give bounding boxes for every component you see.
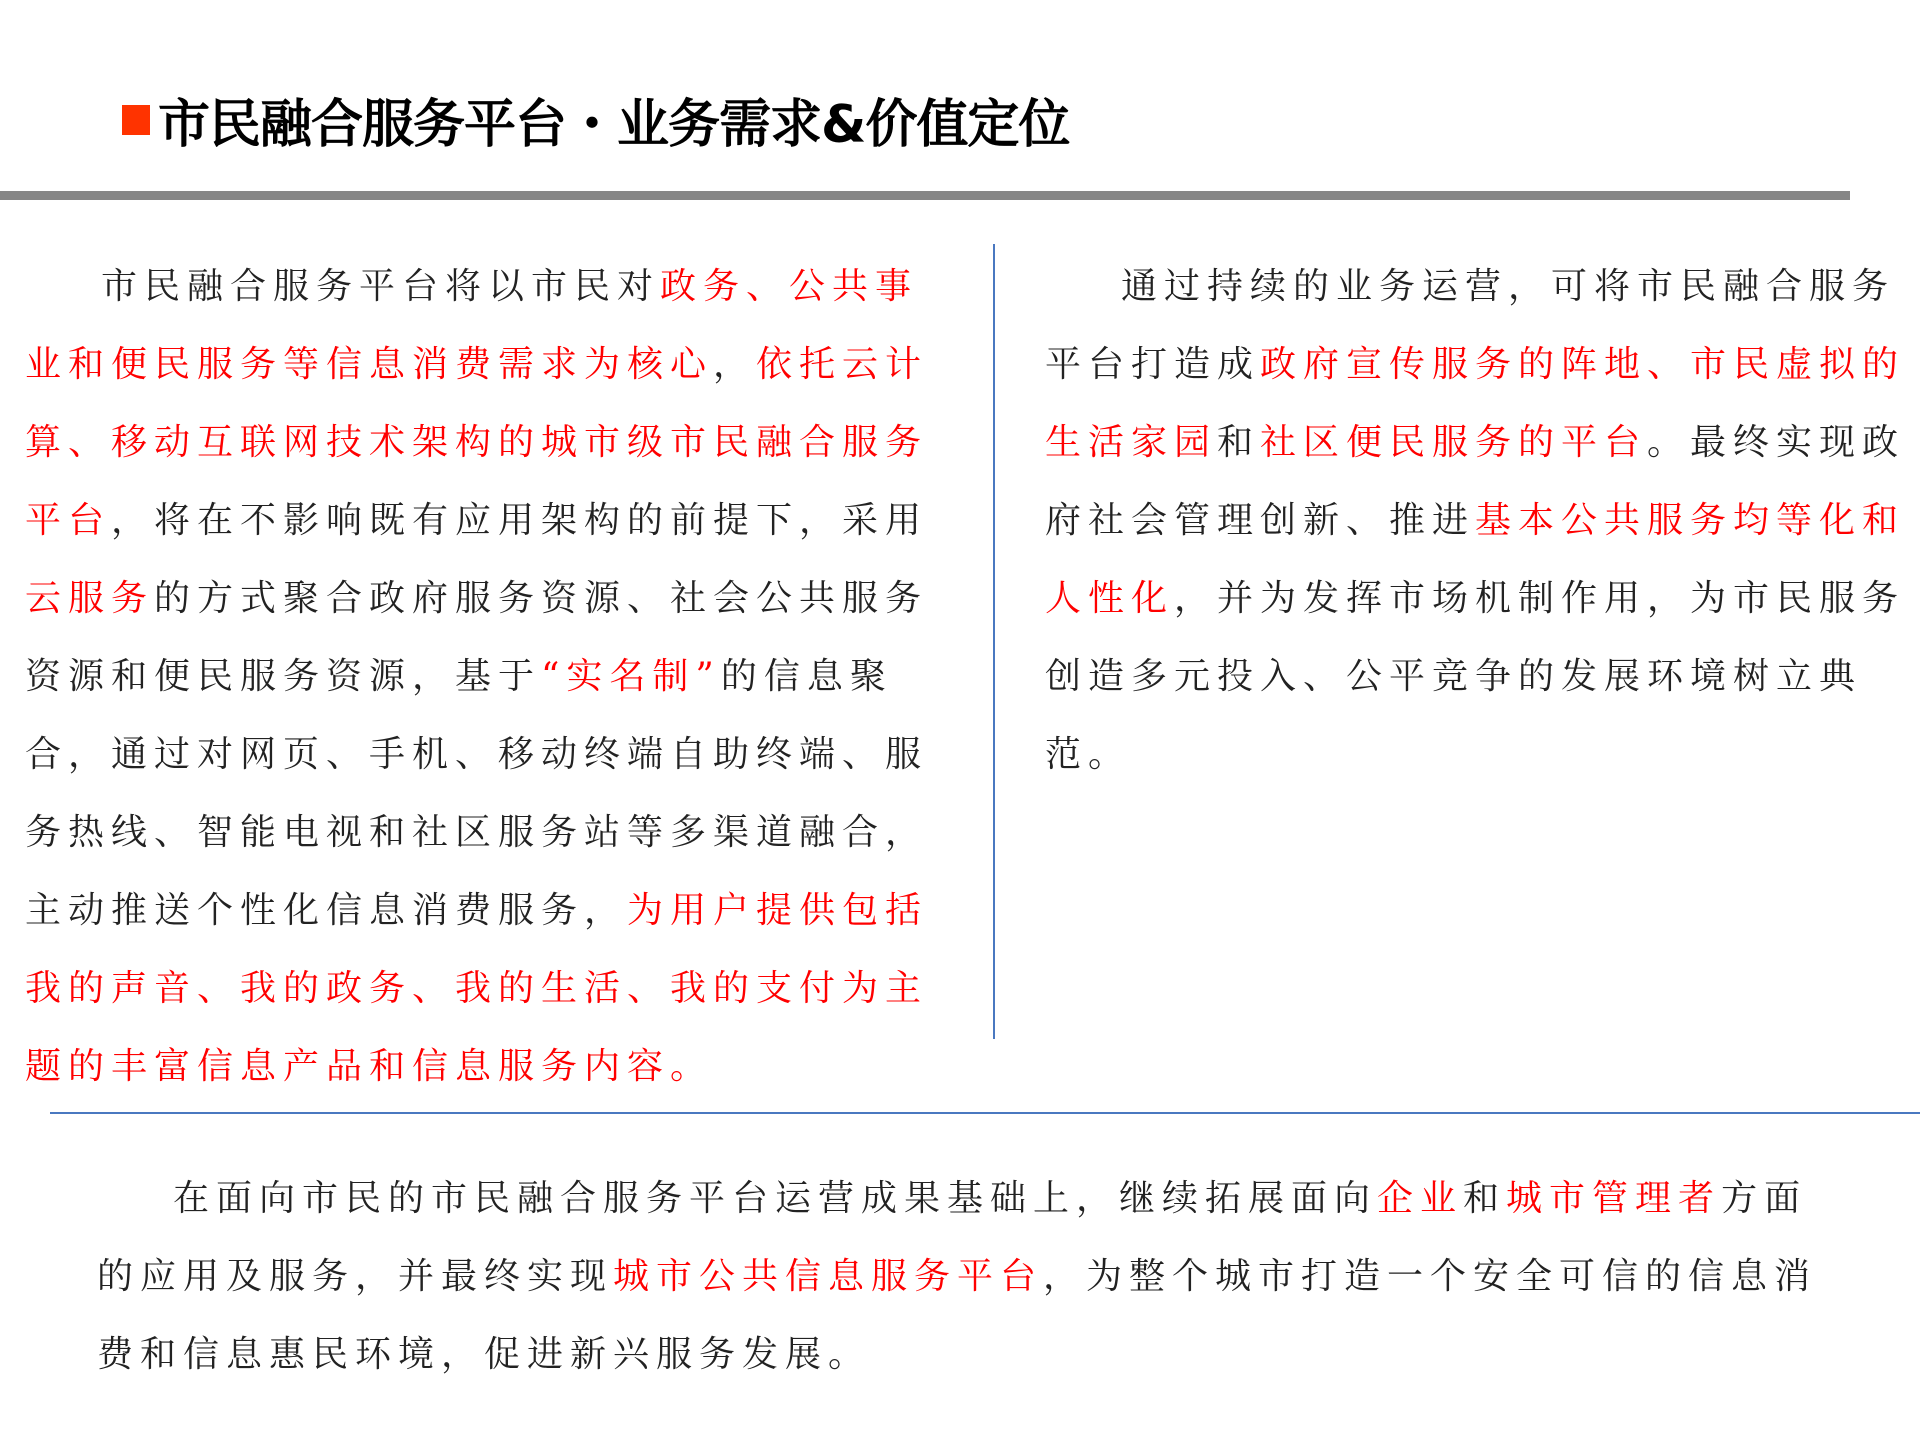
- highlighted-text: 云服务: [25, 578, 155, 619]
- page-header: [122, 82, 1069, 157]
- body-text: 和: [1217, 422, 1261, 463]
- highlighted-text: “实名制”: [541, 656, 721, 697]
- highlighted-text: 企业: [1377, 1178, 1464, 1219]
- header-divider: [0, 191, 1850, 200]
- body-text: 通过持续的业务运营，可将市民融合服务平台打造成: [1045, 266, 1896, 385]
- highlighted-text: 政府宣传服务的阵地、市民虚拟的生活家园: [1045, 344, 1906, 463]
- highlighted-text: 为用户提供包括我的声音、我的政务、我的生活、我的支付为主题的丰富信息产品和信息服务内容。: [25, 890, 929, 1087]
- body-text: 的方式聚合政府服务资源、社会公共服务资源和便民服务资源，基于: [25, 578, 929, 697]
- body-text: 的信息聚合，通过对网页、手机、移动终端自助终端、服务热线、智能电视和社区服务站等多渠道融合，主动推送个性化信息消费服务，: [25, 656, 929, 931]
- highlighted-text: 城市公共信息服务平台: [613, 1256, 1044, 1297]
- bottom-paragraph: [97, 1160, 1827, 1394]
- highlighted-text: 政务、公共事业和便民服务等信息消费需求为核心: [25, 266, 919, 385]
- highlighted-text: 依托云计算、移动互联网技术架构的城市级市民融合服务平台: [25, 344, 929, 541]
- body-text: 和: [1463, 1178, 1507, 1219]
- body-text: 在面向市民的市民融合服务平台运营成果基础上，继续拓展面向: [173, 1178, 1378, 1219]
- section-divider: [50, 1112, 1920, 1114]
- page-title: 市民融合服务平台・业务需求&价值定位: [158, 95, 1070, 155]
- left-paragraph: [25, 248, 935, 1106]
- body-text: ，: [713, 344, 757, 385]
- highlighted-text: 社区便民服务的平台: [1260, 422, 1648, 463]
- highlighted-text: 基本公共服务均等化和人性化: [1045, 500, 1906, 619]
- body-text: ，为整个城市打造一个安全可信的信息消费和信息惠民环境，促进新兴服务发展。: [97, 1256, 1818, 1375]
- column-divider: [993, 244, 995, 1039]
- title-square-icon: [122, 105, 150, 135]
- body-text: 方面的应用及服务，并最终实现: [97, 1178, 1808, 1297]
- body-text: ，将在不影响既有应用架构的前提下，采用: [111, 500, 929, 541]
- right-paragraph: [1045, 248, 1915, 794]
- body-text: ，并为发挥市场机制作用，为市民服务创造多元投入、公平竞争的发展环境树立典范。: [1045, 578, 1906, 775]
- highlighted-text: 城市管理者: [1506, 1178, 1722, 1219]
- body-text: 。最终实现政府社会管理创新、推进: [1045, 422, 1906, 541]
- body-text: 市民融合服务平台将以市民对: [101, 266, 661, 307]
